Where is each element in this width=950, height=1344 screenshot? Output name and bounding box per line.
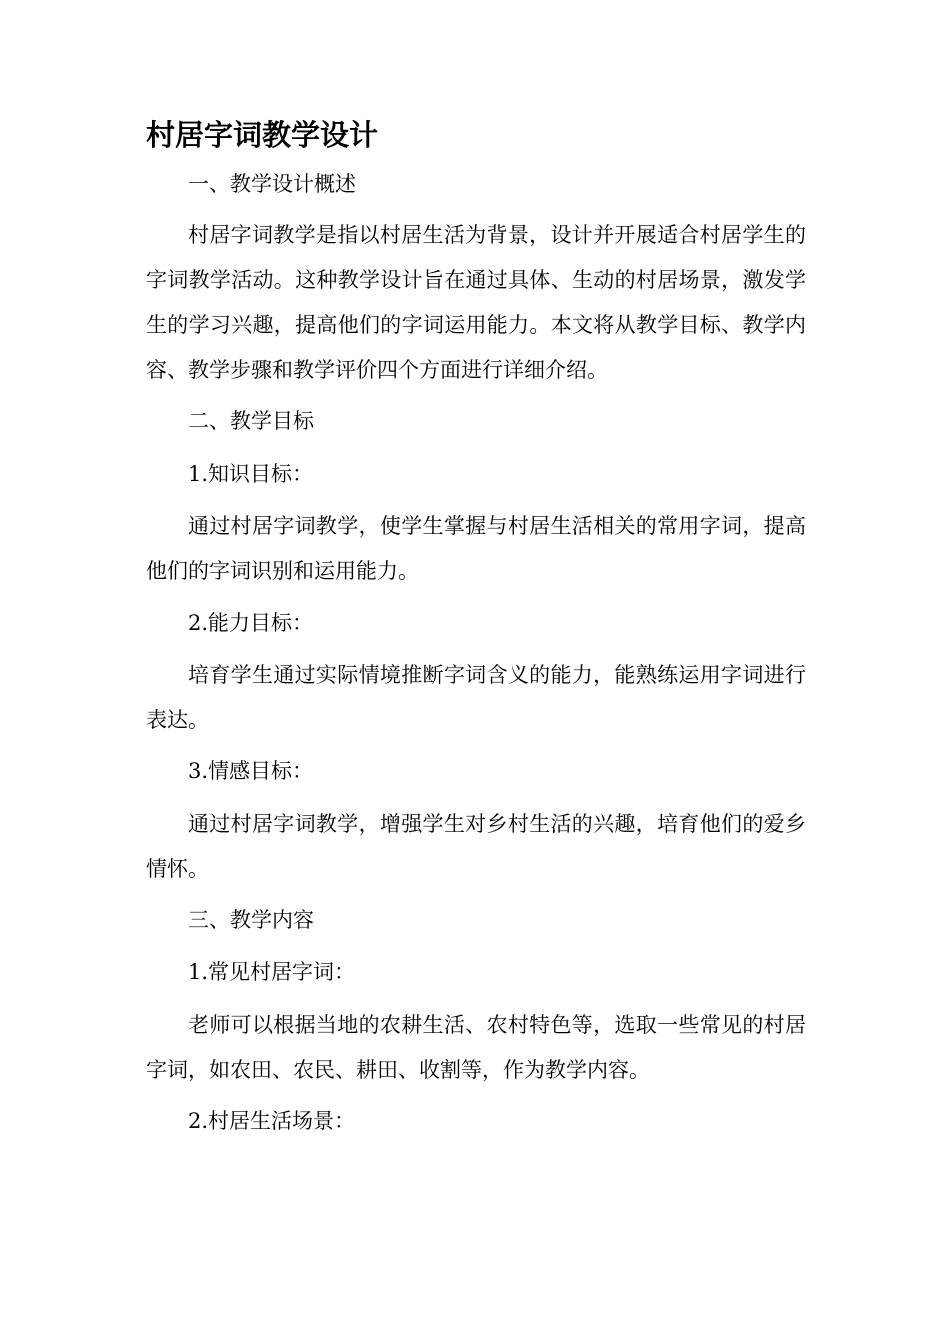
subheading-common-words: 1.常见村居字词： — [188, 960, 356, 984]
paragraph-knowledge-goal: 通过村居字词教学，使学生掌握与村居生活相关的常用字词，提高他们的字词识别和运用能力。 — [146, 514, 806, 583]
subheading-knowledge-goal: 1.知识目标： — [188, 462, 314, 486]
paragraph-ability-goal: 培育学生通过实际情境推断字词含义的能力，能熟练运用字词进行表达。 — [146, 663, 806, 732]
document-title: 村居字词教学设计 — [146, 118, 379, 152]
paragraph-common-words: 老师可以根据当地的农耕生活、农村特色等，选取一些常见的村居字词，如农田、农民、耕田、收割等，作为教学内容。 — [146, 1013, 806, 1082]
section-heading-overview: 一、教学设计概述 — [188, 172, 356, 196]
section-heading-goals: 二、教学目标 — [188, 409, 314, 433]
subheading-life-scenes: 2.村居生活场景： — [188, 1109, 356, 1133]
subheading-emotion-goal: 3.情感目标： — [188, 759, 314, 783]
section-heading-content: 三、教学内容 — [188, 908, 314, 932]
paragraph-emotion-goal: 通过村居字词教学，增强学生对乡村生活的兴趣，培育他们的爱乡情怀。 — [146, 812, 806, 881]
paragraph-overview: 村居字词教学是指以村居生活为背景，设计并开展适合村居学生的字词教学活动。这种教学设计旨在通过具体、生动的村居场景，激发学生的学习兴趣，提高他们的字词运用能力。本文将从教学目标、教学内容、教学步骤和教学评价四个方面进行详细介绍。 — [146, 223, 806, 382]
subheading-ability-goal: 2.能力目标： — [188, 611, 314, 635]
